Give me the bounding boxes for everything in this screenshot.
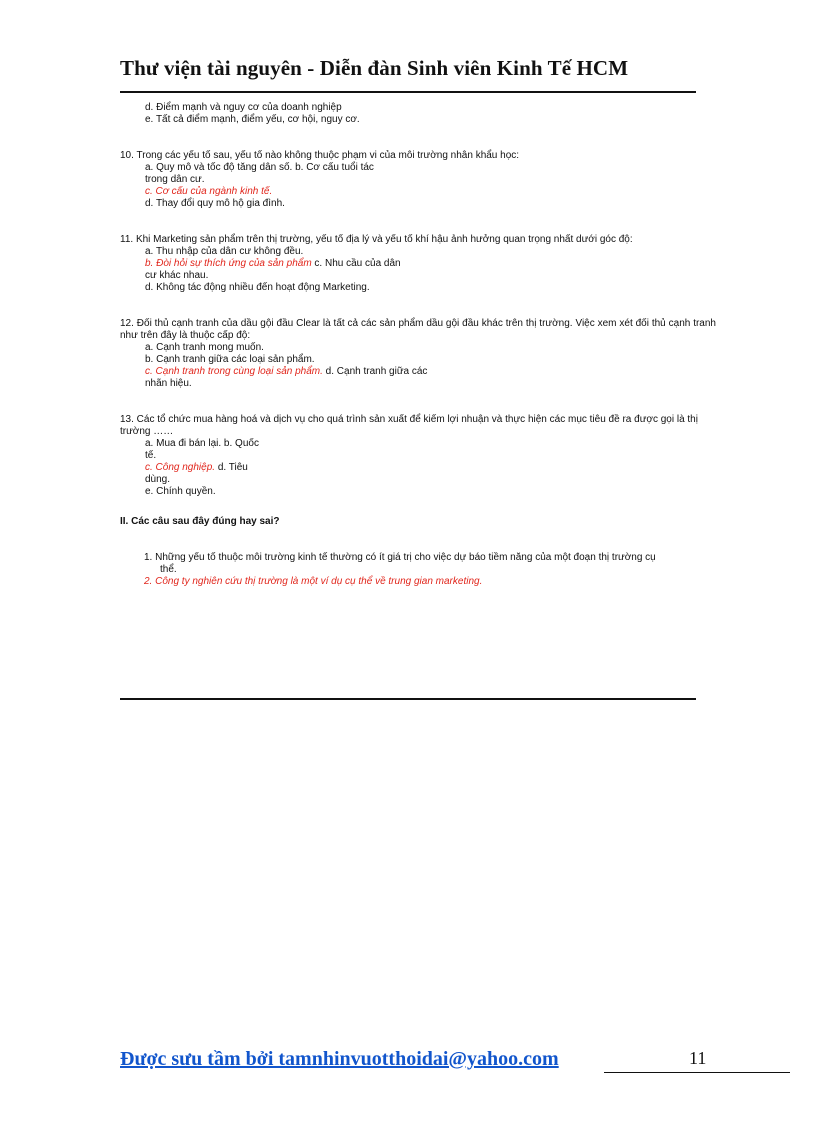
page-number: 11	[689, 1048, 707, 1068]
question-10-text: 10. Trong các yếu tố sau, yếu tố nào không thuộc phạm vi của môi trường nhân khẩu học:	[120, 150, 520, 161]
question-13-option-d-cont: dùng.	[145, 474, 171, 485]
question-10-option-a-b: a. Quy mô và tốc độ tăng dân số. b. Cơ cấu tuổi tác	[145, 162, 374, 173]
question-10	[120, 150, 716, 210]
question-12-option-c-d	[120, 366, 716, 378]
question-10-option-c-answer: c. Cơ cấu của ngành kinh tế.	[145, 186, 273, 197]
question-13-option-d: d. Tiêu	[215, 462, 248, 473]
question-13-text: 13. Các tổ chức mua hàng hoá và dịch vụ cho quá trình sản xuất để kiếm lợi nhuận và thực hiện các mục tiêu đề ra được gọi là thị trường ……	[120, 414, 698, 437]
question-11-text: 11. Khi Marketing sản phẩm trên thị trường, yếu tố địa lý và yếu tố khí hậu ảnh hưởng quan trọng nhất dưới góc độ:	[120, 234, 633, 245]
footer-credit-link[interactable]: Được sưu tầm bởi tamnhinvuotthoidai@yahoo.com	[120, 1048, 559, 1070]
prev-option-e: e. Tất cả điểm mạnh, điểm yếu, cơ hội, nguy cơ.	[145, 114, 360, 125]
question-11-option-b-answer: b. Đòi hỏi sự thích ứng của sản phẩm	[145, 258, 312, 269]
question-11	[120, 234, 716, 294]
question-12-option-c-answer: c. Cạnh tranh trong cùng loại sản phẩm.	[145, 366, 323, 377]
question-13-option-c-answer: c. Công nghiệp.	[145, 462, 216, 473]
true-false-item-1-cont: thể.	[160, 564, 177, 575]
question-11-option-d: d. Không tác động nhiều đến hoạt động Marketing.	[145, 282, 370, 293]
question-13-option-b-cont: tế.	[145, 450, 157, 461]
page-header-title: Thư viện tài nguyên - Diễn đàn Sinh viên Kinh Tế HCM	[120, 56, 629, 80]
question-12-option-d-cont: nhãn hiệu.	[145, 378, 192, 389]
true-false-list	[120, 552, 716, 588]
question-10-option-b-cont: trong dân cư.	[145, 174, 205, 185]
question-11-option-b-c	[120, 258, 716, 270]
question-13-option-e: e. Chính quyền.	[145, 486, 216, 497]
question-13-option-c-d	[120, 462, 716, 474]
footer-divider	[120, 698, 696, 700]
question-11-option-c: c. Nhu cầu của dân	[311, 258, 401, 269]
footer-underline	[604, 1072, 790, 1073]
question-12-text: 12. Đối thủ cạnh tranh của dầu gội đầu Clear là tất cả các sản phẩm dầu gội đầu khác trên thị trường. Việc xem xét đối thủ cạnh tranh như trên đây là thuộc cấp độ:	[120, 318, 716, 341]
question-10-option-d: d. Thay đổi quy mô hộ gia đình.	[145, 198, 285, 209]
question-13-option-a-b: a. Mua đi bán lại. b. Quốc	[145, 438, 259, 449]
header-divider	[120, 91, 696, 93]
section-2-heading: II. Các câu sau đây đúng hay sai?	[120, 516, 280, 527]
true-false-item-2-answer: 2. Công ty nghiên cứu thị trường là một ví dụ cụ thể về trung gian marketing.	[144, 576, 483, 587]
question-12-option-d: d. Cạnh tranh giữa các	[322, 366, 428, 377]
question-12-option-a: a. Cạnh tranh mong muốn.	[145, 342, 264, 353]
question-11-option-c-cont: cư khác nhau.	[145, 270, 209, 281]
page-footer	[120, 1048, 710, 1071]
prev-option-d: d. Điểm mạnh và nguy cơ của doanh nghiệp	[145, 102, 342, 113]
document-body	[120, 102, 716, 588]
question-13	[120, 414, 716, 498]
question-11-option-a: a. Thu nhập của dân cư không đều.	[145, 246, 304, 257]
question-12	[120, 318, 716, 390]
question-12-option-b: b. Cạnh tranh giữa các loại sản phẩm.	[145, 354, 315, 365]
true-false-item-1: 1. Những yếu tố thuộc môi trường kinh tế thường có ít giá trị cho việc dự báo tiềm năng của một đoạn thị trường cụ	[144, 552, 656, 563]
